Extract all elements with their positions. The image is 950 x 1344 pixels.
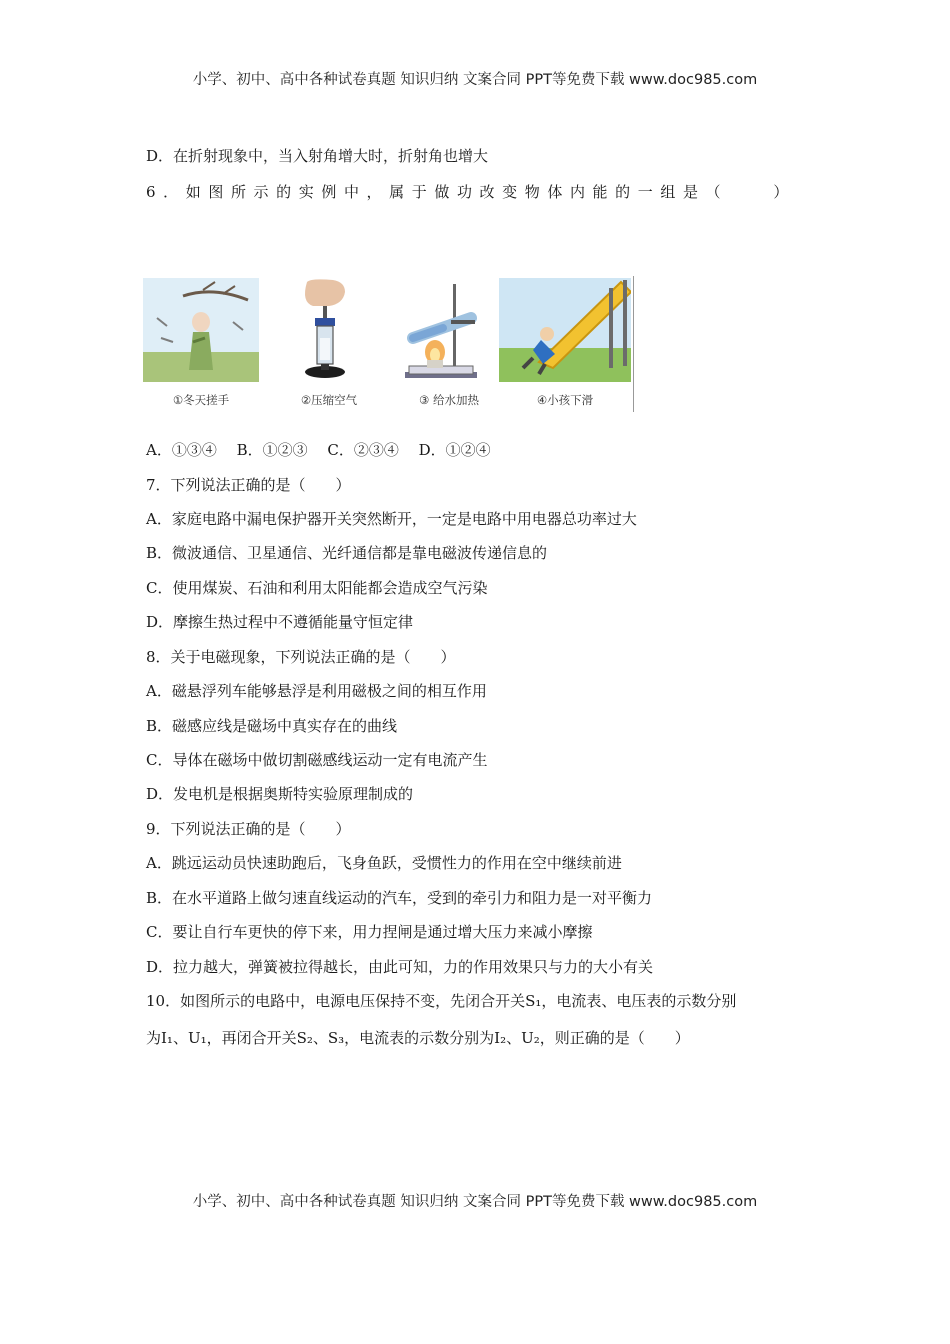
- q9-stem: 9．下列说法正确的是（ ）: [146, 820, 351, 838]
- figure-divider: [633, 276, 634, 412]
- q7-option-a: A．家庭电路中漏电保护器开关突然断开，一定是电路中用电器总功率过大: [146, 510, 637, 528]
- q7-option-b: B．微波通信、卫星通信、光纤通信都是靠电磁波传递信息的: [146, 544, 548, 562]
- q8-option-a: A．磁悬浮列车能够悬浮是利用磁极之间的相互作用: [146, 682, 487, 700]
- q10-line-2: 为I₁、U₁，再闭合开关S₂、S₃，电流表的示数分别为I₂、U₂，则正确的是（ ）: [146, 1029, 690, 1047]
- q8-option-c: C．导体在磁场中做切割磁感线运动一定有电流产生: [146, 751, 488, 769]
- q9-option-d: D．拉力越大，弹簧被拉得越长，由此可知，力的作用效果只与力的大小有关: [146, 958, 654, 976]
- q8-option-b: B．磁感应线是磁场中真实存在的曲线: [146, 717, 398, 735]
- q6-figure-row: [143, 278, 643, 418]
- q9-option-a: A．跳远运动员快速助跑后，飞身鱼跃，受惯性力的作用在空中继续前进: [146, 854, 622, 872]
- q9-option-b: B．在水平道路上做匀速直线运动的汽车，受到的牵引力和阻力是一对平衡力: [146, 889, 653, 907]
- page-header: 小学、初中、高中各种试卷真题 知识归纳 文案合同 PPT等免费下载 www.doc985.com: [192, 72, 758, 88]
- heating-water-illustration: [391, 278, 507, 382]
- q10-line-1: 10．如图所示的电路中，电源电压保持不变，先闭合开关S₁，电流表、电压表的示数分别: [146, 992, 737, 1010]
- page-footer: 小学、初中、高中各种试卷真题 知识归纳 文案合同 PPT等免费下载 www.doc985.com: [192, 1194, 758, 1210]
- figure-caption-1: ①冬天搓手: [172, 393, 230, 407]
- figure-caption-3: ③ 给水加热: [419, 393, 479, 407]
- q7-option-d: D．摩擦生热过程中不遵循能量守恒定律: [146, 613, 414, 631]
- q6-options: A．①③④ B．①②③ C．②③④ D．①②④: [146, 441, 491, 459]
- rubbing-hands-illustration: [143, 278, 259, 382]
- figure-caption-4: ④小孩下滑: [536, 393, 594, 407]
- q5-option-d: D．在折射现象中，当入射角增大时，折射角也增大: [146, 147, 489, 165]
- figure-caption-2: ②压缩空气: [300, 393, 358, 407]
- q8-option-d: D．发电机是根据奥斯特实验原理制成的: [146, 785, 414, 803]
- air-compression-illustration: [271, 278, 387, 382]
- q7-stem: 7．下列说法正确的是（ ）: [146, 476, 351, 494]
- q6-stem: 6．如图所示的实例中，属于做功改变物体内能的一组是（ ）: [146, 183, 796, 201]
- q7-option-c: C．使用煤炭、石油和利用太阳能都会造成空气污染: [146, 579, 488, 597]
- child-sliding-illustration: [499, 278, 631, 382]
- q9-option-c: C．要让自行车更快的停下来，用力捏闸是通过增大压力来减小摩擦: [146, 923, 593, 941]
- q8-stem: 8．关于电磁现象，下列说法正确的是（ ）: [146, 648, 456, 666]
